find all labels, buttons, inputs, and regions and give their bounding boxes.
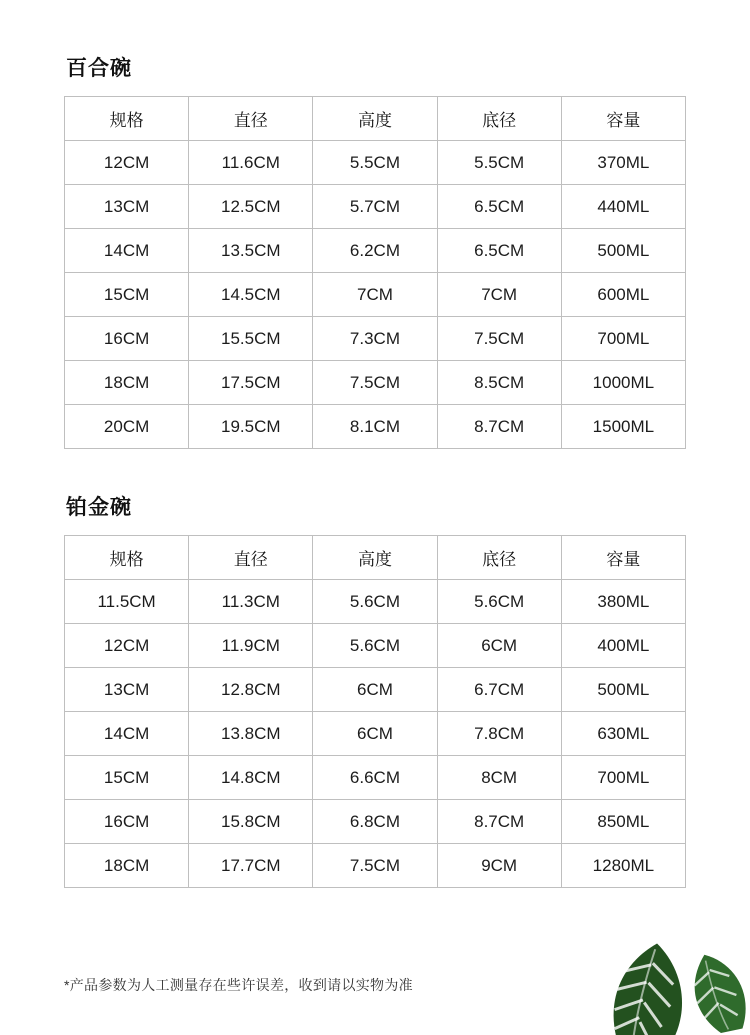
cell-diameter: 15.8CM (189, 800, 313, 844)
column-header: 底径 (437, 97, 561, 141)
cell-diameter: 19.5CM (189, 405, 313, 449)
cell-capacity: 440ML (561, 185, 685, 229)
cell-diameter: 11.6CM (189, 141, 313, 185)
cell-base-diameter: 5.5CM (437, 141, 561, 185)
decorative-leaf (570, 915, 750, 1035)
cell-height: 5.7CM (313, 185, 437, 229)
cell-base-diameter: 6.7CM (437, 668, 561, 712)
table-row (65, 756, 686, 800)
cell-height: 6.6CM (313, 756, 437, 800)
cell-height: 5.6CM (313, 580, 437, 624)
cell-diameter: 13.5CM (189, 229, 313, 273)
cell-diameter: 12.8CM (189, 668, 313, 712)
table-row (65, 624, 686, 668)
cell-base-diameter: 6.5CM (437, 185, 561, 229)
cell-size: 14CM (65, 229, 189, 273)
spec-table-lily-bowl (64, 96, 686, 449)
cell-capacity: 370ML (561, 141, 685, 185)
cell-base-diameter: 5.6CM (437, 580, 561, 624)
section-title: 百合碗 (66, 57, 132, 80)
cell-height: 5.6CM (313, 624, 437, 668)
cell-capacity: 400ML (561, 624, 685, 668)
cell-diameter: 14.5CM (189, 273, 313, 317)
cell-base-diameter: 8.7CM (437, 405, 561, 449)
cell-diameter: 11.3CM (189, 580, 313, 624)
table-row (65, 361, 686, 405)
cell-height: 6.2CM (313, 229, 437, 273)
cell-size: 14CM (65, 712, 189, 756)
table-header-row (65, 97, 686, 141)
cell-diameter: 11.9CM (189, 624, 313, 668)
table-row (65, 185, 686, 229)
cell-base-diameter: 6.5CM (437, 229, 561, 273)
cell-height: 8.1CM (313, 405, 437, 449)
table-row (65, 141, 686, 185)
cell-base-diameter: 8CM (437, 756, 561, 800)
cell-diameter: 17.5CM (189, 361, 313, 405)
table-row (65, 800, 686, 844)
cell-base-diameter: 7.5CM (437, 317, 561, 361)
cell-size: 18CM (65, 361, 189, 405)
column-header: 高度 (313, 536, 437, 580)
cell-size: 20CM (65, 405, 189, 449)
section-lily-bowl (64, 52, 686, 449)
cell-size: 15CM (65, 756, 189, 800)
column-header: 高度 (313, 97, 437, 141)
cell-height: 7.3CM (313, 317, 437, 361)
column-header: 直径 (189, 97, 313, 141)
cell-capacity: 600ML (561, 273, 685, 317)
table-row (65, 668, 686, 712)
cell-diameter: 12.5CM (189, 185, 313, 229)
cell-height: 7.5CM (313, 844, 437, 888)
cell-capacity: 630ML (561, 712, 685, 756)
cell-capacity: 380ML (561, 580, 685, 624)
cell-base-diameter: 8.7CM (437, 800, 561, 844)
cell-capacity: 1000ML (561, 361, 685, 405)
section-platinum-bowl (64, 491, 686, 888)
column-header: 规格 (65, 97, 189, 141)
cell-diameter: 15.5CM (189, 317, 313, 361)
cell-size: 15CM (65, 273, 189, 317)
disclaimer-note: *产品参数为人工测量存在些许误差，收到请以实物为准 (64, 977, 413, 993)
table-header-row (65, 536, 686, 580)
cell-height: 6CM (313, 668, 437, 712)
table-row (65, 580, 686, 624)
cell-height: 6.8CM (313, 800, 437, 844)
cell-base-diameter: 6CM (437, 624, 561, 668)
column-header: 底径 (437, 536, 561, 580)
cell-size: 18CM (65, 844, 189, 888)
cell-base-diameter: 7CM (437, 273, 561, 317)
cell-height: 6CM (313, 712, 437, 756)
cell-capacity: 700ML (561, 317, 685, 361)
spec-table-platinum-bowl (64, 535, 686, 888)
cell-size: 13CM (65, 668, 189, 712)
table-row (65, 229, 686, 273)
cell-height: 5.5CM (313, 141, 437, 185)
table-row (65, 317, 686, 361)
cell-height: 7.5CM (313, 361, 437, 405)
table-row (65, 844, 686, 888)
cell-capacity: 700ML (561, 756, 685, 800)
section-title: 铂金碗 (66, 496, 132, 519)
cell-diameter: 14.8CM (189, 756, 313, 800)
column-header: 容量 (561, 536, 685, 580)
cell-capacity: 500ML (561, 668, 685, 712)
cell-capacity: 1500ML (561, 405, 685, 449)
column-header: 规格 (65, 536, 189, 580)
cell-height: 7CM (313, 273, 437, 317)
cell-diameter: 17.7CM (189, 844, 313, 888)
cell-size: 16CM (65, 317, 189, 361)
cell-size: 11.5CM (65, 580, 189, 624)
cell-diameter: 13.8CM (189, 712, 313, 756)
cell-capacity: 500ML (561, 229, 685, 273)
cell-size: 16CM (65, 800, 189, 844)
cell-capacity: 1280ML (561, 844, 685, 888)
cell-base-diameter: 7.8CM (437, 712, 561, 756)
cell-base-diameter: 9CM (437, 844, 561, 888)
cell-capacity: 850ML (561, 800, 685, 844)
table-row (65, 712, 686, 756)
column-header: 直径 (189, 536, 313, 580)
cell-base-diameter: 8.5CM (437, 361, 561, 405)
table-row (65, 405, 686, 449)
cell-size: 12CM (65, 624, 189, 668)
table-row (65, 273, 686, 317)
column-header: 容量 (561, 97, 685, 141)
cell-size: 12CM (65, 141, 189, 185)
cell-size: 13CM (65, 185, 189, 229)
